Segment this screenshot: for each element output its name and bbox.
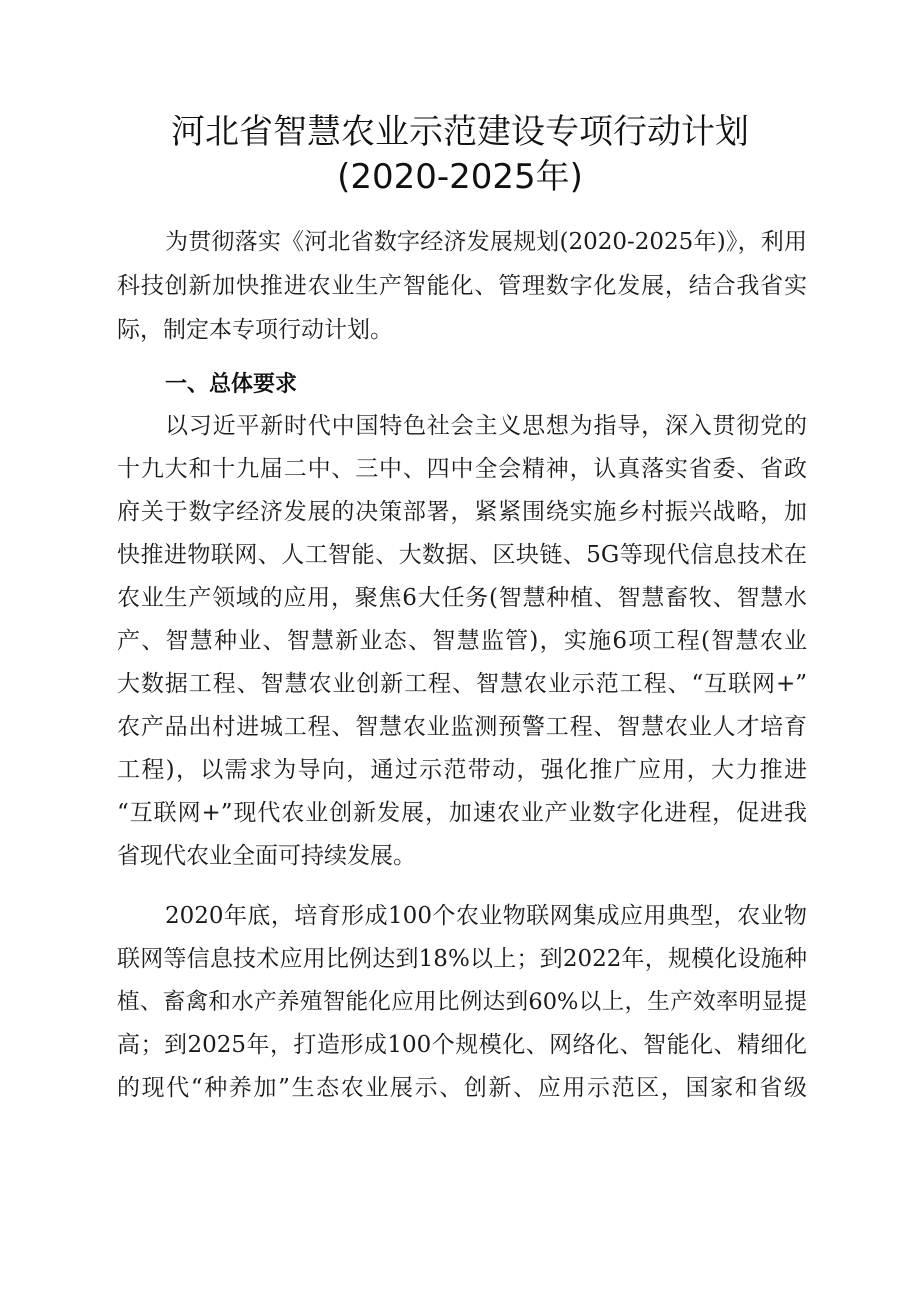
goals-line-2: 联网等信息技术应用比例达到18%以上；到2022年，规模化设施种 <box>117 946 807 972</box>
goals-line-5: 的现代“种养加”生态农业展示、创新、应用示范区，国家和省级 <box>117 1075 807 1101</box>
intro-line-2: 科技创新加快推进农业生产智能化、管理数字化发展，结合我省实 <box>117 273 807 299</box>
section1-line-3: 府关于数字经济发展的决策部署，紧紧围绕实施乡村振兴战略，加 <box>117 499 807 525</box>
document-title: 河北省智慧农业示范建设专项行动计划 <box>171 112 749 152</box>
section1-line-11: 省现代农业全面可持续发展。 <box>117 843 416 869</box>
section1-line-10: “互联网+”现代农业创新发展，加速农业产业数字化进程，促进我 <box>117 800 807 826</box>
intro-line-1: 为贯彻落实《河北省数字经济发展规划(2020-2025年)》，利用 <box>165 229 807 255</box>
section1-line-1: 以习近平新时代中国特色社会主义思想为指导，深入贯彻党的 <box>165 413 807 439</box>
section1-line-8: 农产品出村进城工程、智慧农业监测预警工程、智慧农业人才培育 <box>117 714 807 740</box>
section1-line-5: 农业生产领域的应用，聚焦6大任务(智慧种植、智慧畜牧、智慧水 <box>117 585 807 611</box>
goals-line-3: 植、畜禽和水产养殖智能化应用比例达到60%以上，生产效率明显提 <box>117 989 807 1015</box>
document-title-years: (2020-2025年) <box>337 157 583 197</box>
intro-line-3: 际，制定本专项行动计划。 <box>117 317 393 343</box>
goals-line-1: 2020年底，培育形成100个农业物联网集成应用典型，农业物 <box>165 903 807 929</box>
section1-line-4: 快推进物联网、人工智能、大数据、区块链、5G等现代信息技术在 <box>117 542 807 568</box>
section1-line-6: 产、智慧种业、智慧新业态、智慧监管)，实施6项工程(智慧农业 <box>117 628 807 654</box>
goals-line-4: 高；到2025年，打造形成100个规模化、网络化、智能化、精细化 <box>117 1032 807 1058</box>
section1-line-9: 工程)，以需求为导向，通过示范带动，强化推广应用，大力推进 <box>117 757 807 783</box>
section1-line-2: 十九大和十九届二中、三中、四中全会精神，认真落实省委、省政 <box>117 456 807 482</box>
section-heading: 一、总体要求 <box>165 372 298 397</box>
section1-line-7: 大数据工程、智慧农业创新工程、智慧农业示范工程、“互联网+” <box>117 671 807 697</box>
